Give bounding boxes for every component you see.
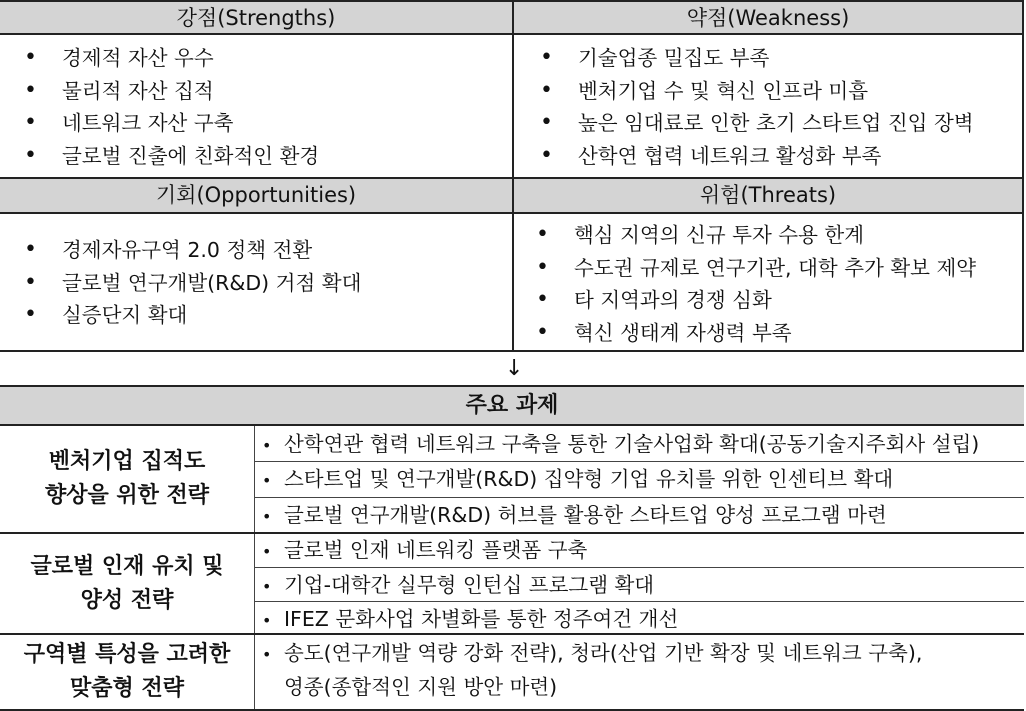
swot-divider [512,2,514,350]
list-item: • IFEZ 문화사업 차별화를 통한 정주여건 개선 [262,607,679,631]
down-arrow-icon: ↓ [505,356,524,381]
group-label-venture: 벤처기업 집적도 향상을 위한 전략 [44,449,210,508]
list-item: • 스타트업 및 연구개발(R&D) 집약형 기업 유치를 위한 인센티브 확대 [262,467,894,491]
tasks-title: 주요 과제 [0,385,1024,426]
swot-table [0,0,1024,352]
list-item: • 벤처기업 수 및 혁신 인프라 미흡 [578,75,974,108]
strengths-list [62,42,319,172]
list-item: • 핵심 지역의 신규 투자 수용 한계 [574,219,976,252]
strengths-header: 강점(Strengths) [0,2,512,35]
group-label-talent: 글로벌 인재 유치 및 양성 전략 [30,553,224,613]
threats-header: 위험(Threats) [514,177,1022,214]
tasks-table [0,385,1026,711]
row-divider [254,497,1024,498]
list-item: • 혁신 생태계 자생력 부족 [574,317,976,350]
column-divider [254,426,255,711]
list-item: • 경제자유구역 2.0 정책 전환 [62,234,361,267]
weakness-list [578,42,974,172]
weakness-header: 약점(Weakness) [514,2,1022,35]
list-item: • 송도(연구개발 역량 강화 전략), 청라(산업 기반 확장 및 네트워크 구축), [262,641,923,665]
list-item: • 글로벌 연구개발(R&D) 거점 확대 [62,267,361,300]
list-item: • 글로벌 진출에 친화적인 환경 [62,140,319,173]
opportunities-list [62,234,361,332]
list-item: • 산학연 협력 네트워크 활성화 부족 [578,140,974,173]
list-item: • 수도권 규제로 연구기관, 대학 추가 확보 제약 [574,252,976,285]
list-item: • 글로벌 연구개발(R&D) 허브를 활용한 스타트업 양성 프로그램 마련 [262,503,887,527]
list-item: • 산학연관 협력 네트워크 구축을 통한 기술사업화 확대(공동기술지주회사 설립) [262,432,980,456]
list-item: • 실증단지 확대 [62,299,361,332]
list-item: • 네트워크 자산 구축 [62,107,319,140]
list-item: • 글로벌 인재 네트워킹 플랫폼 구축 [262,538,588,562]
opportunities-header: 기회(Opportunities) [0,177,512,214]
list-item: • 경제적 자산 우수 [62,42,319,75]
threats-list [574,219,976,349]
list-item: 영종(종합적인 지원 방안 마련) [284,675,558,699]
list-item: • 기업-대학간 실무형 인턴십 프로그램 확대 [262,573,655,597]
list-item: • 높은 임대료로 인한 초기 스타트업 진입 장벽 [578,107,974,140]
list-item: • 타 지역과의 경쟁 심화 [574,284,976,317]
group-label-zone: 구역별 특성을 고려한 맞춤형 전략 [23,642,231,701]
list-item: • 기술업종 밀집도 부족 [578,42,974,75]
list-item: • 물리적 자산 집적 [62,75,319,108]
